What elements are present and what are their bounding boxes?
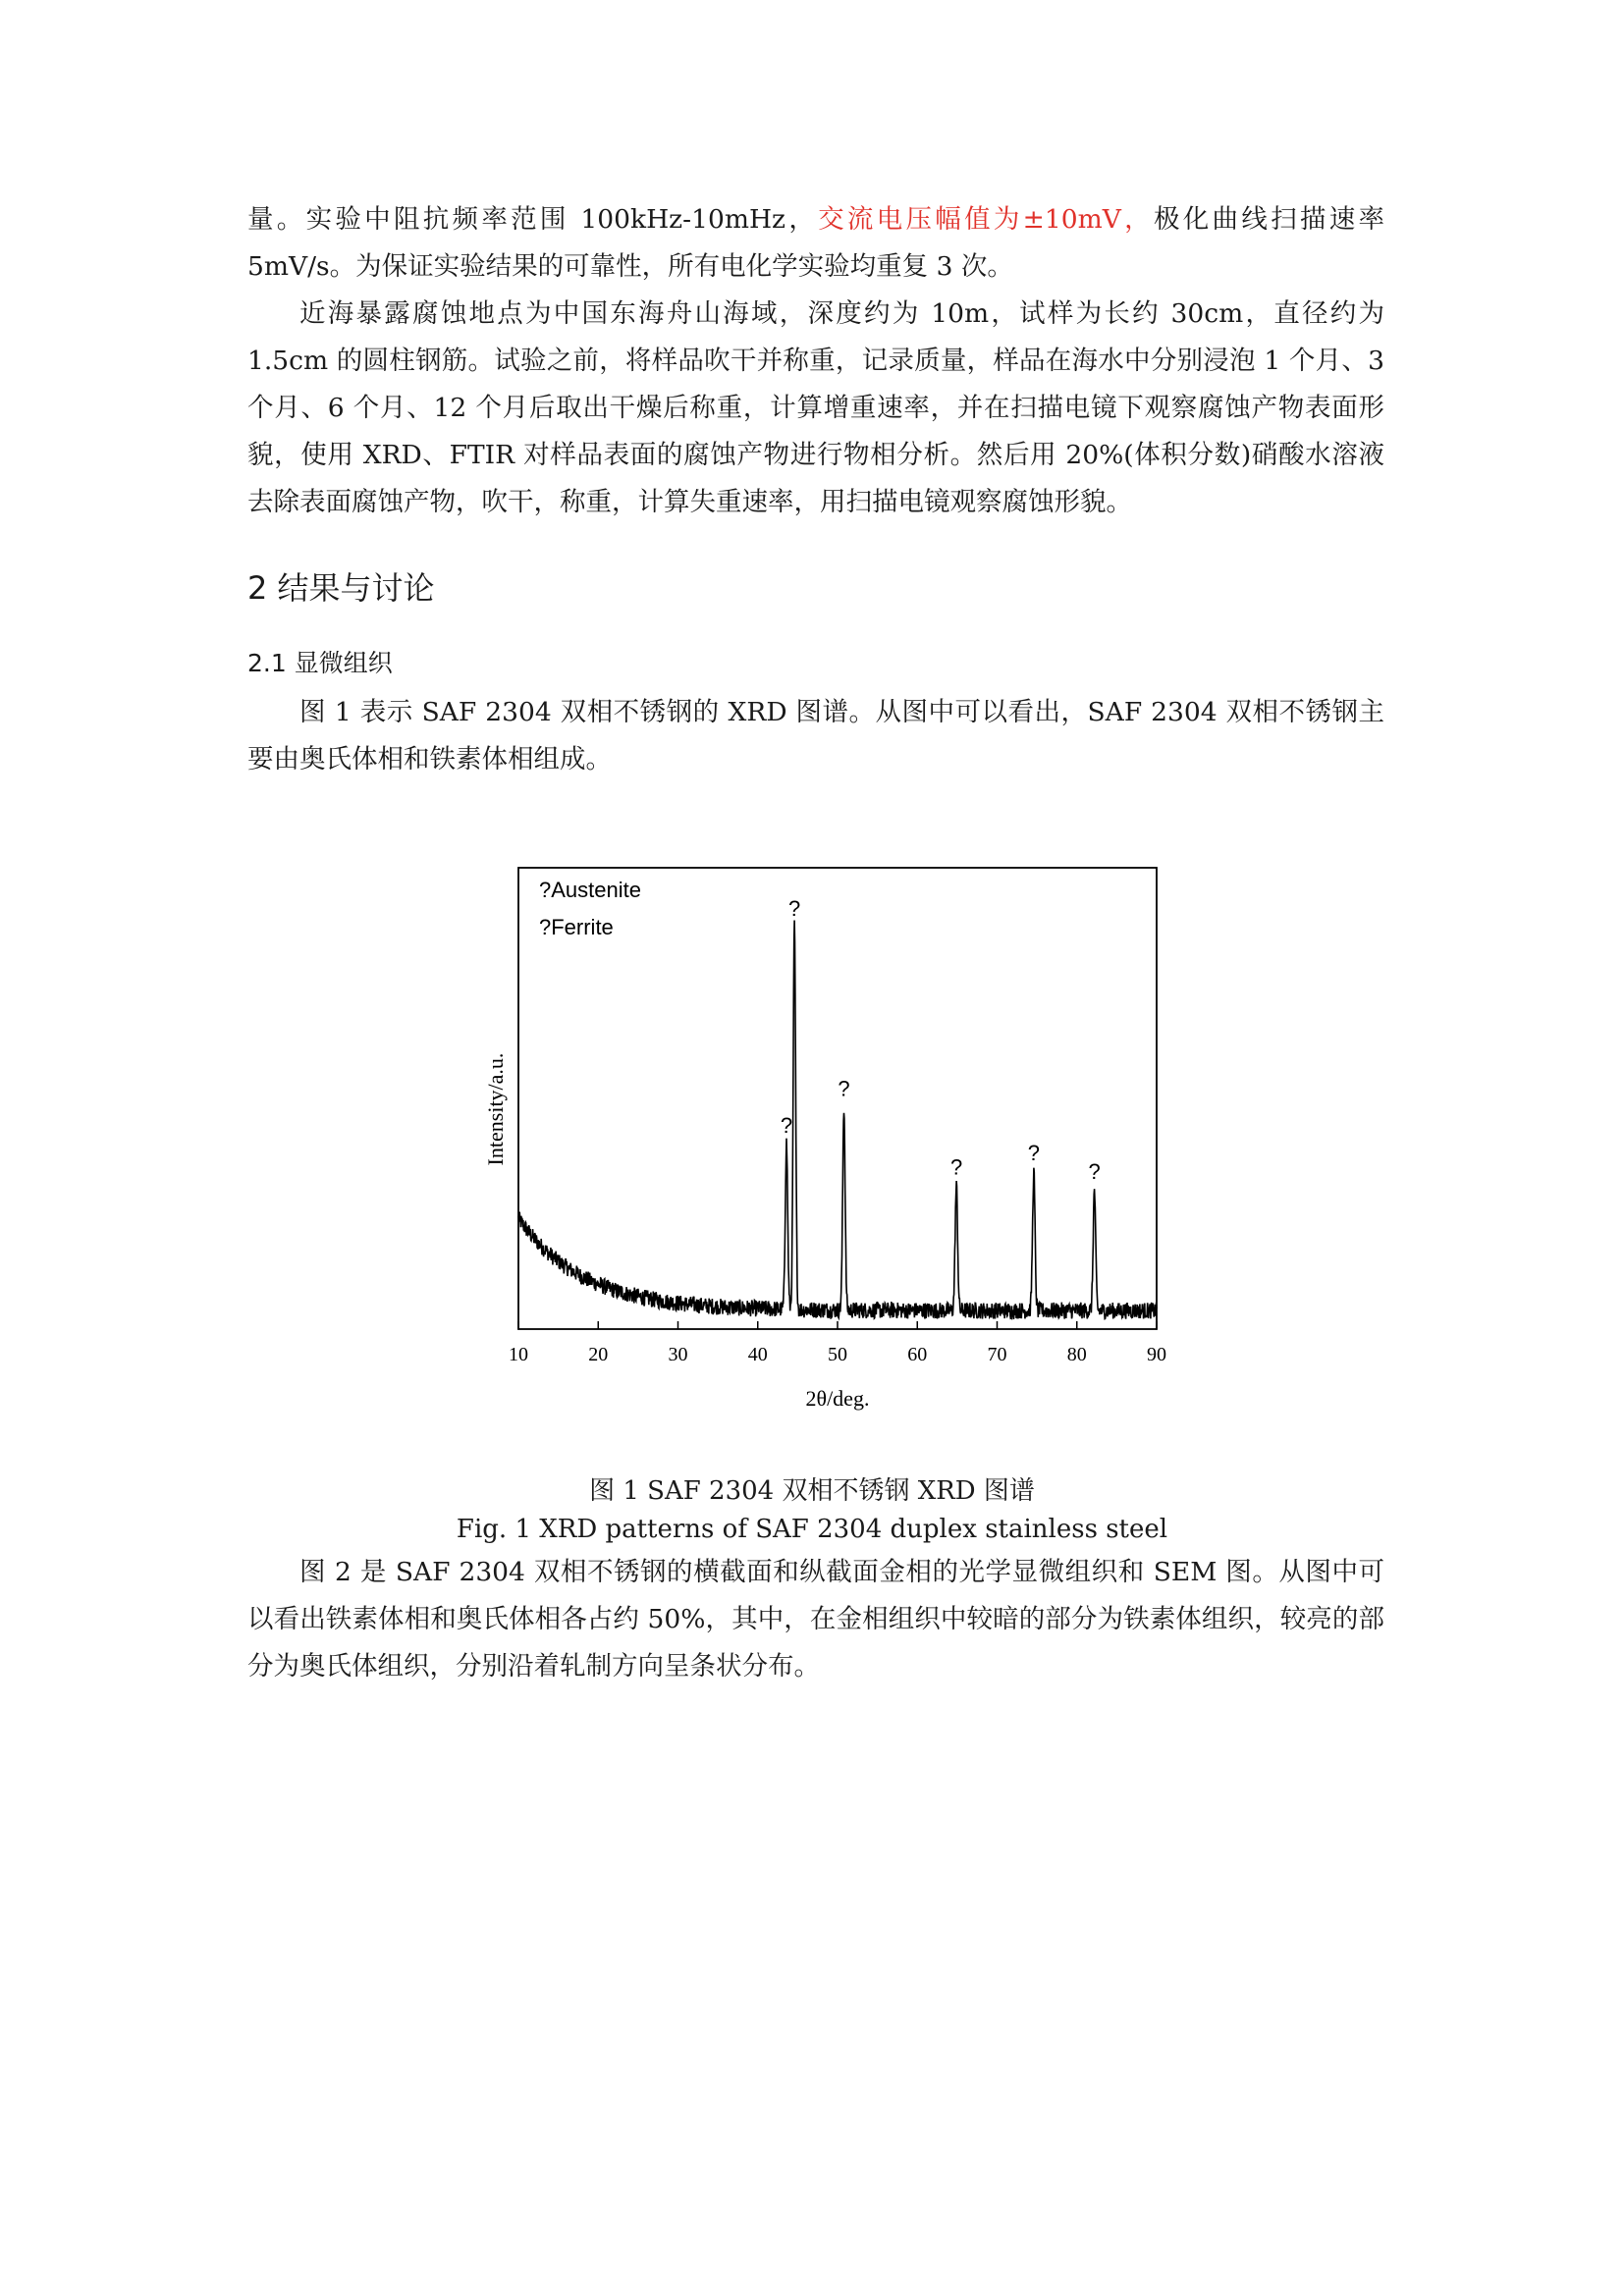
section-heading-2-1: 2.1 显微组织 — [247, 649, 393, 677]
x-tick-label-10: 10 — [509, 1344, 528, 1365]
peak-label-4: ? — [1027, 1141, 1041, 1166]
paragraph-1-text-end: 极化曲线扫描速率 5mV/s。为保证实验结果的可靠性，所有电化学实验均重复 3 次。 — [247, 204, 1384, 282]
peak-label-3: ? — [949, 1154, 963, 1180]
x-tick-label-30: 30 — [668, 1344, 688, 1365]
peak-labels — [781, 896, 1101, 1184]
text-section-bottom — [247, 1549, 1384, 1690]
peak-label-1: ? — [787, 896, 801, 922]
x-axis-ticks — [518, 1321, 1157, 1329]
paragraph-3: 图 1 表示 SAF 2304 双相不锈钢的 XRD 图谱。从图中可以看出，SAF 2304 双相不锈钢主要由奥氏体相和铁素体相组成。 — [247, 697, 1384, 774]
paragraph-2: 近海暴露腐蚀地点为中国东海舟山海域，深度约为 10m，试样为长约 30cm，直径约为 1.5cm 的圆柱钢筋。试验之前，将样品吹干并称重，记录质量，样品在海水中分别浸泡 1 个月、3 个月、6 个月、12 个月后取出干燥后称重，计算增重速率，并在扫描电镜下观察腐蚀产物表面形貌，使用 XRD、FTIR 对样品表面的腐蚀产物进行物相分析。然后用 20%(体积分数)硝酸水溶液去除表面腐蚀产物，吹干，称重，计算失重速率，用扫描电镜观察腐蚀形貌。 — [247, 298, 1384, 517]
x-axis-label: 2θ/deg. — [805, 1386, 870, 1411]
x-tick-label-60: 60 — [907, 1344, 928, 1365]
paragraph-1-text: 量。实验中阻抗频率范围 100kHz-10mHz， — [247, 204, 819, 235]
figure-caption-cn: 图 1 SAF 2304 双相不锈钢 XRD 图谱 — [589, 1476, 1035, 1506]
text-section-2-1 — [247, 689, 1384, 783]
x-tick-label-50: 50 — [828, 1344, 847, 1365]
legend-ferrite: ?Ferrite — [539, 915, 614, 939]
y-axis-label: Intensity/a.u. — [483, 1052, 508, 1166]
section-heading-2: 2 结果与讨论 — [247, 569, 435, 607]
paragraph-4: 图 2 是 SAF 2304 双相不锈钢的横截面和纵截面金相的光学显微组织和 SEM 图。从图中可以看出铁素体相和奥氏体相各占约 50%，其中，在金相组织中较暗的部分为铁素体组织，较亮的部分为奥氏体组织，分别沿着轧制方向呈条状分布。 — [247, 1557, 1384, 1682]
paragraph-1 — [247, 196, 1384, 291]
x-tick-label-40: 40 — [747, 1344, 768, 1365]
paragraph-1-highlight: 交流电压幅值为±10mV， — [818, 204, 1154, 235]
figure-caption-en: Fig. 1 XRD patterns of SAF 2304 duplex stainless steel — [456, 1515, 1168, 1544]
peak-label-2: ? — [838, 1076, 850, 1101]
xrd-chart — [461, 854, 1188, 1423]
peak-label-5: ? — [1088, 1159, 1101, 1184]
xrd-series-line — [518, 921, 1157, 1319]
chart-plot-area — [483, 868, 1166, 1411]
x-tick-label-80: 80 — [1066, 1344, 1087, 1365]
legend-austenite: ?Austenite — [539, 878, 641, 902]
x-axis-tick-labels — [509, 1344, 1166, 1365]
text-section-top — [247, 196, 1384, 526]
x-tick-label-90: 90 — [1147, 1344, 1166, 1365]
x-tick-label-20: 20 — [588, 1344, 609, 1365]
peak-label-0: ? — [780, 1113, 793, 1138]
x-tick-label-70: 70 — [987, 1344, 1007, 1365]
